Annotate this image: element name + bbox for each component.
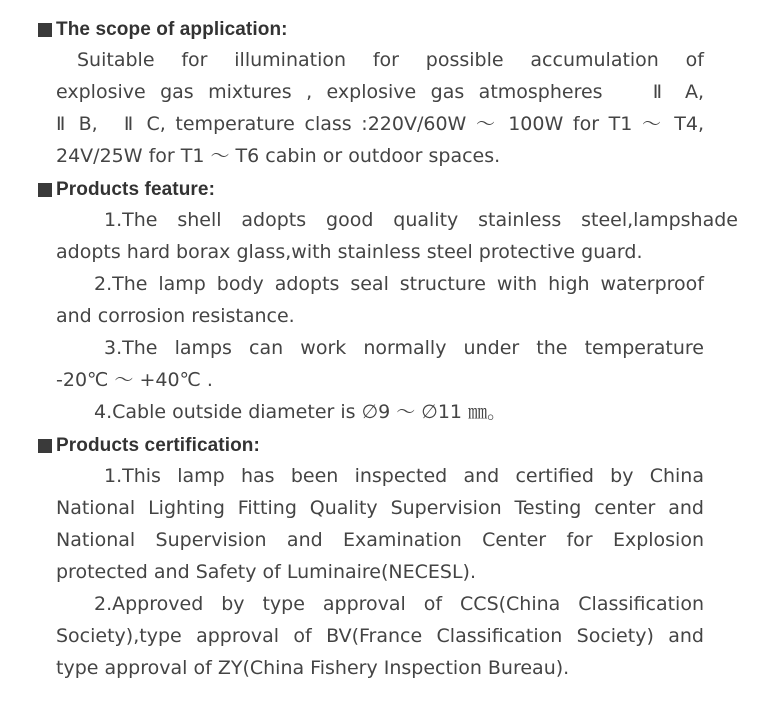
features-line: and corrosion resistance.: [56, 305, 295, 327]
scope-heading-text: The scope of application:: [56, 19, 288, 40]
features-line: 3.The lamps can work normally under the temperature: [104, 337, 704, 359]
certification-line: 2.Approved by type approval of CCS(China Classification: [94, 593, 704, 615]
features-heading: [38, 178, 215, 202]
certification-heading-text: Products certification:: [56, 435, 260, 456]
features-line: 2.The lamp body adopts seal structure with high waterproof: [94, 273, 704, 295]
scope-line: explosive gas mixtures , explosive gas atmospheres Ⅱ A,: [56, 81, 704, 103]
square-bullet-icon: [38, 23, 52, 37]
certification-line: National Supervision and Examination Center for Explosion: [56, 529, 704, 551]
certification-line: National Lighting Fitting Quality Supervision Testing center and: [56, 497, 704, 519]
features-line: adopts hard borax glass,with stainless steel protective guard.: [56, 241, 643, 263]
features-line: -20℃ ～ +40℃ .: [56, 369, 213, 391]
scope-heading: [38, 18, 288, 42]
scope-line: 24V/25W for T1 ～ T6 cabin or outdoor spaces.: [56, 145, 501, 167]
certification-heading: [38, 434, 260, 458]
features-line: 1.The shell adopts good quality stainless steel,lampshade: [104, 209, 738, 231]
certification-line: 1.This lamp has been inspected and certified by China: [104, 465, 704, 487]
certification-line: Society),type approval of BV(France Classification Society) and: [56, 625, 704, 647]
features-line: 4.Cable outside diameter is ∅9 ～ ∅11 ㎜。: [94, 401, 507, 423]
square-bullet-icon: [38, 439, 52, 453]
scope-line: Suitable for illumination for possible accumulation of: [77, 49, 704, 71]
scope-line: Ⅱ B, Ⅱ C, temperature class :220V/60W ～ 100W for T1 ～ T4,: [56, 113, 704, 135]
square-bullet-icon: [38, 183, 52, 197]
certification-line: protected and Safety of Luminaire(NECESL).: [56, 561, 476, 583]
certification-line: type approval of ZY(China Fishery Inspection Bureau).: [56, 657, 570, 679]
features-heading-text: Products feature:: [56, 179, 216, 200]
